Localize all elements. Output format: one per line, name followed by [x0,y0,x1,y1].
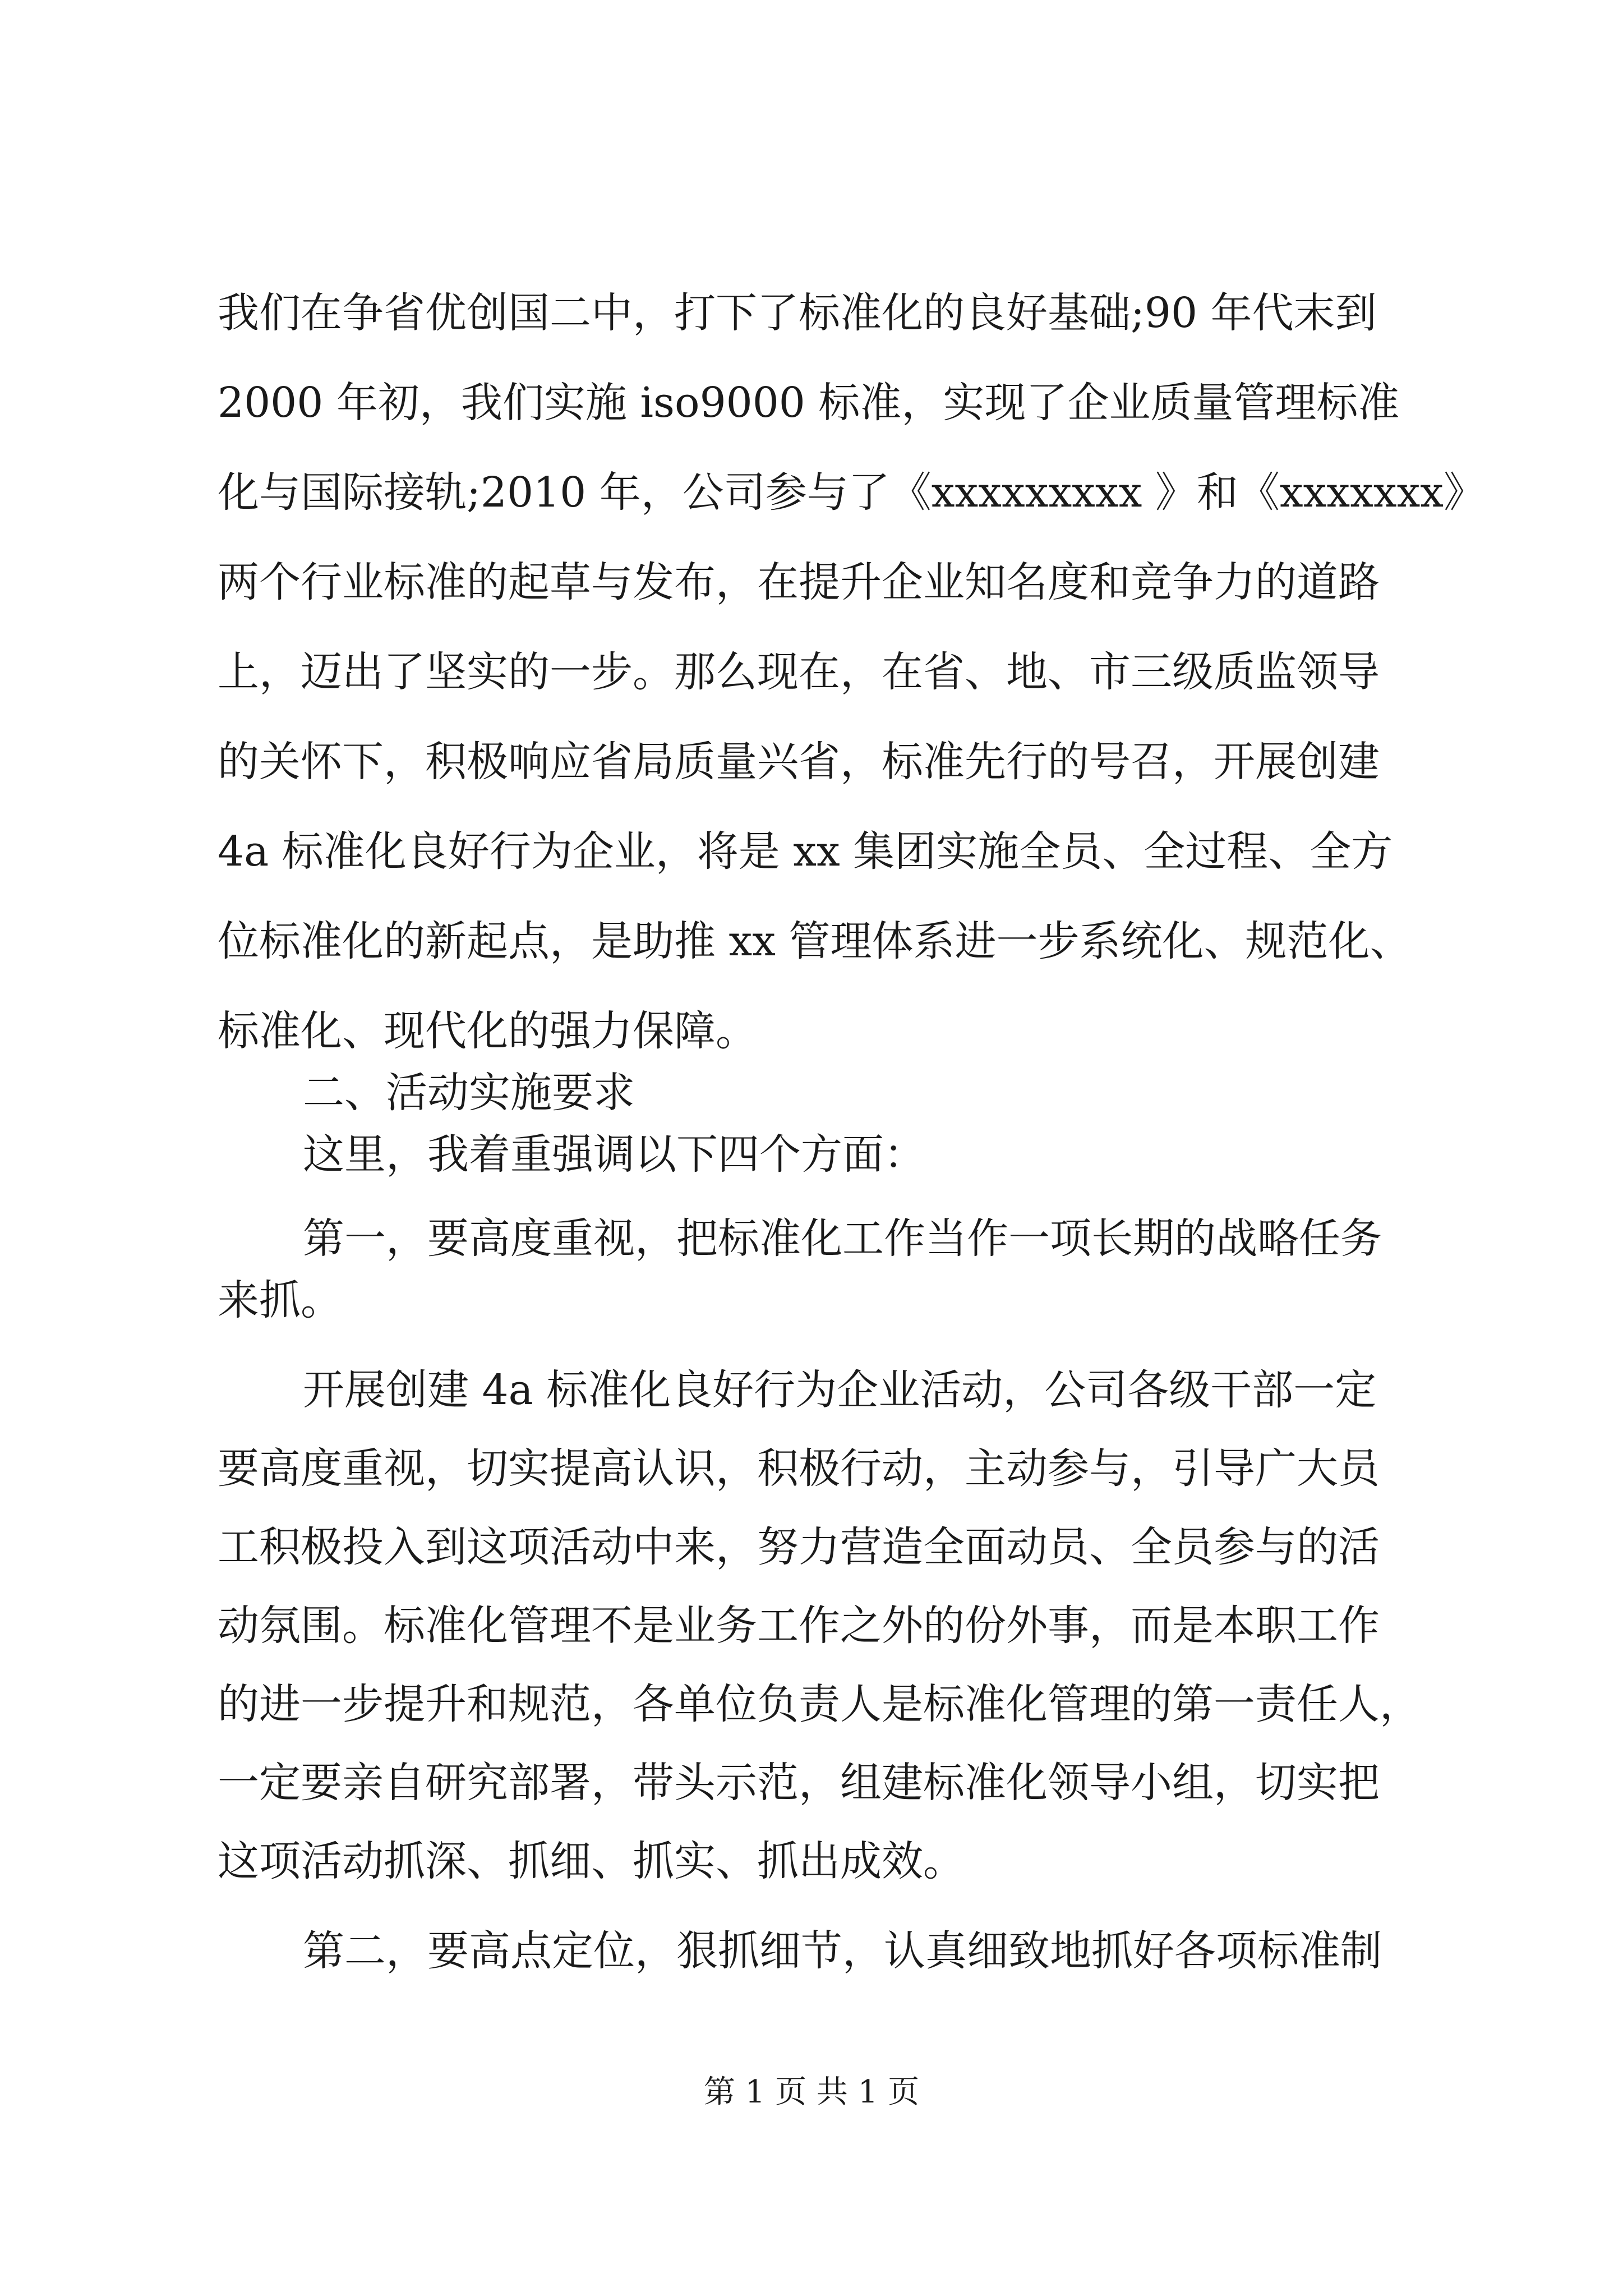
section-heading: 二、活动实施要求 [303,1069,635,1117]
text-line-11: 这里，我着重强调以下四个方面： [303,1130,925,1179]
text-line-20: 这项活动抓深、抓细、抓实、抓出成效。 [218,1837,965,1885]
text-line-1: 我们在争省优创国二中，打下了标准化的良好基础;90 年代末到 [218,289,1377,337]
text-line-21: 第二，要高点定位，狠抓细节，认真细致地抓好各项标准制 [303,1927,1382,1975]
text-line-7: 4a 标准化良好行为企业，将是 xx 集团实施全员、全过程、全方 [218,827,1393,876]
text-line-18: 的进一步提升和规范，各单位负责人是标准化管理的第一责任人， [218,1680,1421,1728]
text-line-4: 两个行业标准的起草与发布，在提升企业知名度和竞争力的道路 [218,558,1380,606]
text-line-15: 要高度重视，切实提高认识，积极行动，主动参与，引导广大员 [218,1444,1380,1493]
text-line-8: 位标准化的新起点，是助推 xx 管理体系进一步系统化、规范化、 [218,917,1412,965]
text-line-2: 2000 年初，我们实施 iso9000 标准，实现了企业质量管理标准 [218,379,1400,427]
page-footer: 第 1 页 共 1 页 [703,2074,920,2110]
text-line-3: 化与国际接轨;2010 年，公司参与了《xxxxxxxxx 》和《xxxxxxx》 [218,468,1486,517]
text-line-13: 来抓。 [218,1276,342,1324]
text-line-6: 的关怀下，积极响应省局质量兴省，标准先行的号召，开展创建 [218,738,1380,786]
text-line-16: 工积极投入到这项活动中来，努力营造全面动员、全员参与的活 [218,1523,1380,1571]
text-line-9: 标准化、现代化的强力保障。 [218,1007,757,1055]
text-line-17: 动氛围。标准化管理不是业务工作之外的份外事，而是本职工作 [218,1602,1380,1650]
text-line-19: 一定要亲自研究部署，带头示范，组建标准化领导小组，切实把 [218,1759,1380,1807]
text-line-12: 第一，要高度重视，把标准化工作当作一项长期的战略任务 [303,1214,1382,1263]
text-line-5: 上，迈出了坚实的一步。那么现在，在省、地、市三级质监领导 [218,648,1380,696]
text-line-14: 开展创建 4a 标准化良好行为企业活动，公司各级干部一定 [303,1366,1377,1414]
